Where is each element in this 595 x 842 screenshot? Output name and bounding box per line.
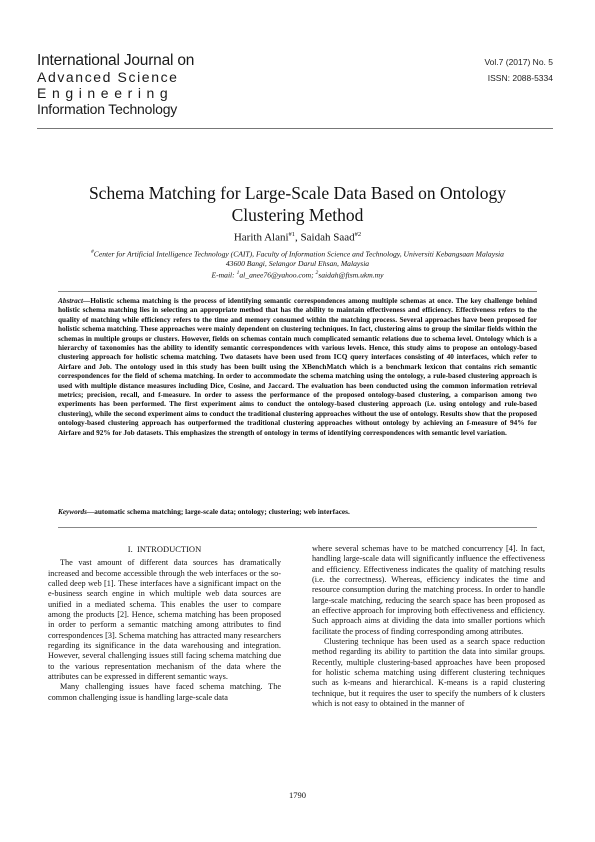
affiliation [40,248,555,280]
journal-logo [37,52,267,117]
author-email: al_anee76@yahoo.com [239,270,312,280]
keywords-label: Keywords [58,508,87,516]
affiliation-address: 43600 Bangi, Selangor Darul Ehsan, Malaysia [225,259,370,269]
email-superscript: 1 [236,269,240,276]
author-name: Saidah Saad [300,231,355,244]
header-divider [37,128,553,129]
abstract [58,297,537,438]
author-list [60,228,535,245]
section-number: I. [127,544,133,554]
issn: ISSN: 2088-5334 [487,73,553,83]
author-superscript: #2 [354,231,362,238]
journal-name-line-2: Advanced Science [37,69,179,85]
journal-name-line-4: Information Technology [37,101,178,117]
body-paragraph: Clustering technique has been used as a search space reduction method regarding its ability to partition the data into similar groups. Recently, multiple clustering-based approaches have been proposed for holistic schema matching using different clustering techniques such as k-means and hierarchical. K-means is a rapid clustering technique, but it requires the user to specify the numbers of k clusters which is not easy to obtained in the manner of [312,637,545,709]
affiliation-superscript: # [91,249,94,255]
keywords [58,508,537,517]
email-label: E-mail: [211,270,237,280]
body-paragraph: The vast amount of different data sources has dramatically increased and become accessible through the web interfaces or the so-called deep web [1]. These interfaces have a significant impact on the e-business search engine in which multiple web data sources are unified in a mediated schema. This enables the user to compare among the products [2]. Hence, schema matching has been proposed in order to perform a semantic matching among attributes to find correspondences [3]. Schema matching has attracted many researchers regarding its significance in the data warehousing and integration. However, several challenging issues still facing schema matching due to the various representation mechanism of the data where the attributes can be expressed in different semantic ways. [48,558,281,682]
section-title-rest: NTRODUCTION [139,544,202,554]
journal-name-line-3: Engineering [37,85,174,101]
keywords-text: —automatic schema matching; large-scale data; ontology; clustering; web interfaces. [87,508,350,516]
journal-name-line-1: International Journal on [37,52,195,69]
author-name: Harith Alani [233,231,289,244]
page-number: 1790 [289,790,306,800]
section-title-initial: I [136,544,140,554]
paper-title: Schema Matching for Large-Scale Data Based on Ontology Clustering Method [88,183,507,225]
abstract-top-divider [58,291,537,292]
body-paragraph: Many challenging issues have faced schema matching. The common challenging issue is handling large-scale data [48,682,281,702]
keywords-divider [58,527,537,528]
author-superscript: #1 [288,231,296,238]
author-email: saidah@ftsm.ukm.my [318,270,384,280]
email-superscript: 2 [315,269,319,276]
email-separator: ; [311,270,316,280]
abstract-label: Abstract [58,297,83,305]
section-heading [48,544,281,554]
affiliation-line: Center for Artificial Intelligence Technology (CAIT), Faculty of Information Science and Technology, Universiti Kebangsaan Malaysia [93,249,504,259]
volume-number: Vol.7 (2017) No. 5 [484,57,553,67]
right-column [312,544,545,710]
abstract-text: —Holistic schema matching is the process of identifying semantic correspondences among multiple schemas at once. The key challenge behind holistic schema matching lies in selecting an appropriate method that has the ability to maintain effectiveness and efficiency. Effectiveness refers to the quality of matching while efficiency refers to the time and memory consumed within the matching process. Several approaches have been proposed for holistic schema matching. These approaches were mainly dependent on clustering techniques. In fact, clustering aims to group the similar fields within the schemas in multiple groups or clusters. However, fields on schemas contain much complicated semantic relations due to schema level. Ontology which is a hierarchy of taxonomies has the ability to identify semantic correspondences with various levels. Hence, this study aims to propose an ontology-based clustering approach for holistic schema matching. Two datasets have been used from ICQ query interfaces consisting of 40 interfaces, which refer to Airfare and Job. The ontology used in this study has been built using the XBenchMatch which is a benchmark lexicon that contains rich semantic correspondences for the field of schema matching. In order to accommodate the schema matching using the ontology, a rule-based clustering approach is used with multiple distance measures including Dice, Cosine, and Jaccard. The evaluation has been conducted using the common information retrieval metrics; precision, recall, and f-measure. In order to assess the performance of the proposed ontology-based clustering, a comparison among two experiments has been performed. The first experiment aims to conduct the ontology-based clustering approach (i.e. using ontology and rule-based clustering), while the second experiment aims to conduct the traditional clustering approaches without the use of ontology. Results show that the proposed ontology-based clustering approach has outperformed the traditional clustering approaches without ontology by achieving an f-measure of 94% for Airfare and 92% for Job datasets. This emphasizes the strength of ontology in terms of identifying correspondences with semantic level variation. [58,297,537,437]
volume-info [484,54,553,86]
left-column [48,544,281,703]
author-separator: , [295,231,301,244]
body-paragraph: where several schemas have to be matched concurrency [4]. In fact, handling large-scale data will significantly influence the effectiveness and efficiency. Effectiveness indicates the quality of matching results (i.e. the correctness). Whereas, efficiency indicates the time and resource consumption during the matching process. In order to handle large-scale matching, reducing the search space has been proposed as an effective approach for improving both effectiveness and efficiency. Such approach aims at dividing the data into smaller portions which facilitate the process of finding corresponding among attributes. [312,544,545,636]
